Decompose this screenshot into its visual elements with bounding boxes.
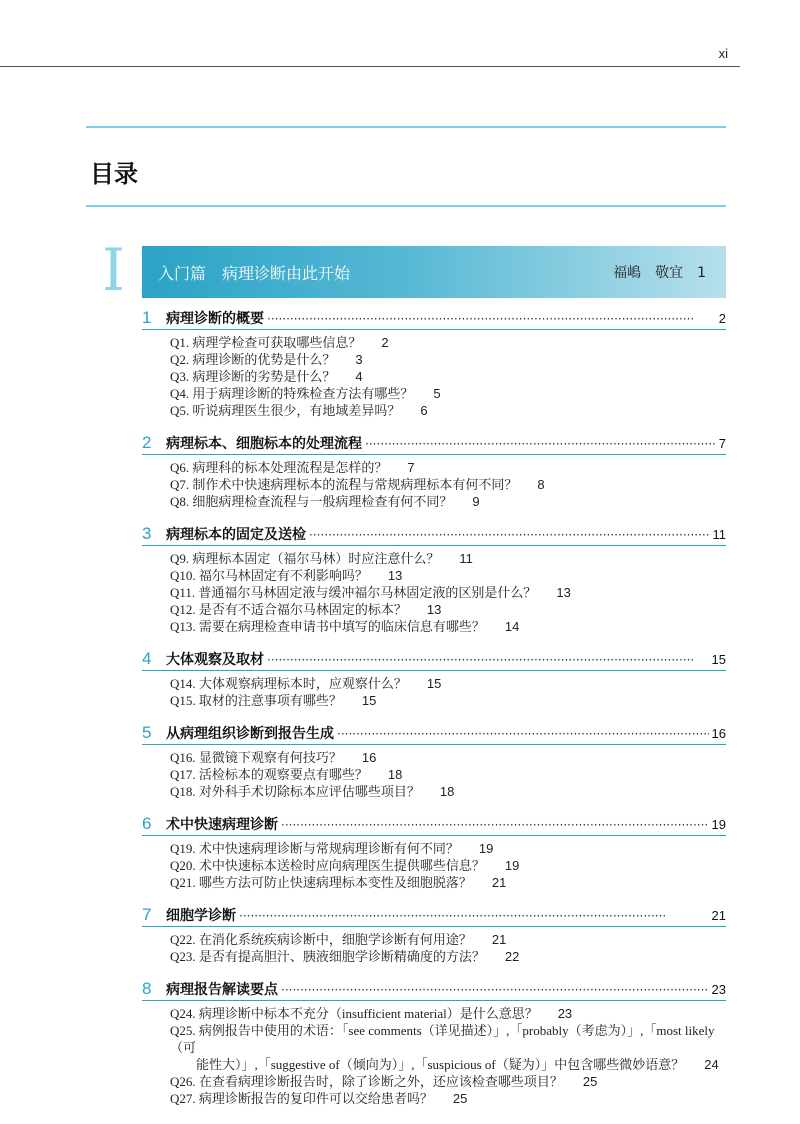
chapter-number: 6 (142, 814, 152, 833)
question-text: Q2. 病理诊断的优势是什么？ (170, 352, 336, 367)
chapter-title: 从病理组织诊断到报告生成 (166, 726, 334, 742)
question-page-number: 15 (426, 676, 442, 691)
question-page-number: 5 (433, 386, 441, 401)
chapter-heading[interactable] (142, 719, 726, 745)
question-item[interactable] (170, 874, 726, 891)
question-item[interactable] (170, 857, 726, 874)
chapter-4 (142, 645, 726, 709)
chapter-heading[interactable] (142, 901, 726, 927)
question-item[interactable] (170, 675, 726, 692)
question-list (142, 927, 726, 965)
dot-leader (337, 727, 709, 741)
chapter-title: 病理标本、细胞标本的处理流程 (166, 436, 362, 452)
question-page-number: 18 (387, 767, 403, 782)
question-text: Q18. 对外科手术切除标本应评估哪些项目？ (170, 784, 420, 799)
question-text: Q23. 是否有提高胆汁、胰液细胞学诊断精确度的方法？ (170, 949, 485, 964)
question-text: Q25. 病例报告中使用的术语：「see comments（详见描述）」,「probably（考虑为）」,「most likely（可 (170, 1023, 715, 1055)
question-item[interactable] (170, 783, 726, 800)
chapter-page-number: 2 (718, 311, 726, 326)
chapter-7 (142, 901, 726, 965)
chapter-title: 术中快速病理诊断 (166, 817, 278, 833)
dot-leader (267, 653, 709, 667)
part-banner (142, 246, 726, 298)
chapter-page-number: 21 (711, 908, 726, 923)
question-item[interactable] (170, 584, 726, 601)
chapter-page-number: 7 (718, 436, 726, 451)
chapter-title: 病理报告解读要点 (166, 982, 278, 998)
chapter-number: 2 (142, 433, 152, 452)
dot-leader (281, 818, 709, 832)
dot-leader (267, 312, 716, 326)
title-rule-top (86, 126, 726, 128)
question-page-number: 18 (439, 784, 455, 799)
chapter-6 (142, 810, 726, 891)
page-title: 目录 (90, 160, 138, 188)
question-page-number: 21 (491, 875, 507, 890)
question-text: Q20. 术中快速标本送检时应向病理医生提供哪些信息？ (170, 858, 485, 873)
chapter-2 (142, 429, 726, 510)
question-text: Q27. 病理诊断报告的复印件可以交给患者吗？ (170, 1091, 433, 1106)
chapter-page-number: 15 (711, 652, 726, 667)
question-page-number: 2 (381, 335, 389, 350)
question-page-number: 19 (478, 841, 494, 856)
question-text: Q14. 大体观察病理标本时，应观察什么？ (170, 676, 407, 691)
question-text: Q17. 活检标本的观察要点有哪些？ (170, 767, 368, 782)
chapter-heading[interactable] (142, 520, 726, 546)
chapter-1 (142, 304, 726, 419)
chapter-3 (142, 520, 726, 635)
question-page-number: 16 (361, 750, 377, 765)
question-item[interactable] (170, 385, 726, 402)
question-text-continued: 能性大）」,「suggestive of（倾向为）」,「suspicious of（疑为）」中包含哪些微妙语意？ (196, 1057, 685, 1072)
chapter-title: 病理诊断的概要 (166, 311, 264, 327)
question-item[interactable] (170, 618, 726, 635)
chapter-heading[interactable] (142, 429, 726, 455)
question-item[interactable] (170, 550, 726, 567)
question-text: Q15. 取材的注意事项有哪些？ (170, 693, 342, 708)
question-text: Q11. 普通福尔马林固定液与缓冲福尔马林固定液的区别是什么？ (170, 585, 537, 600)
dot-leader (365, 437, 716, 451)
question-list (142, 671, 726, 709)
question-item[interactable] (170, 334, 726, 351)
chapter-page-number: 16 (711, 726, 726, 741)
chapter-8 (142, 975, 726, 1107)
question-item[interactable] (170, 351, 726, 368)
chapter-title: 细胞学诊断 (166, 908, 236, 924)
table-of-contents (142, 304, 726, 1117)
chapter-heading[interactable] (142, 810, 726, 836)
question-page-number: 11 (459, 551, 473, 566)
question-text: Q22. 在消化系统疾病诊断中，细胞学诊断有何用途？ (170, 932, 472, 947)
question-list (142, 745, 726, 800)
part-title: 入门篇 病理诊断由此开始 (158, 263, 351, 283)
dot-leader (239, 909, 709, 923)
chapter-5 (142, 719, 726, 800)
question-page-number: 13 (426, 602, 442, 617)
question-item[interactable] (170, 1022, 726, 1056)
dot-leader (281, 983, 709, 997)
question-text: Q5. 听说病理医生很少，有地域差异吗？ (170, 403, 401, 418)
question-item[interactable] (170, 931, 726, 948)
question-page-number: 24 (704, 1057, 719, 1072)
question-item[interactable] (170, 493, 726, 510)
question-page-number: 14 (504, 619, 520, 634)
question-page-number: 4 (355, 369, 363, 384)
question-item[interactable] (170, 766, 726, 783)
question-text: Q16. 显微镜下观察有何技巧？ (170, 750, 342, 765)
question-item[interactable] (170, 749, 726, 766)
question-text: Q4. 用于病理诊断的特殊检查方法有哪些？ (170, 386, 414, 401)
question-text: Q3. 病理诊断的劣势是什么？ (170, 369, 336, 384)
question-item[interactable] (170, 368, 726, 385)
question-list (142, 455, 726, 510)
question-page-number: 25 (452, 1091, 468, 1106)
chapter-heading[interactable] (142, 975, 726, 1001)
header-rule (0, 66, 740, 67)
chapter-number: 3 (142, 524, 152, 543)
chapter-heading[interactable] (142, 304, 726, 330)
page-number: xi (718, 46, 728, 61)
title-rule-bottom (86, 205, 726, 207)
part-author-page: 福嶋 敬宜 1 (613, 265, 706, 281)
question-page-number: 25 (582, 1074, 598, 1089)
chapter-number: 1 (142, 308, 152, 327)
question-text: Q1. 病理学检查可获取哪些信息？ (170, 335, 362, 350)
question-item[interactable] (170, 840, 726, 857)
question-item[interactable] (170, 948, 726, 965)
chapter-number: 4 (142, 649, 152, 668)
question-text: Q19. 术中快速病理诊断与常规病理诊断有何不同？ (170, 841, 459, 856)
question-text: Q9. 病理标本固定（福尔马林）时应注意什么？ (170, 551, 440, 566)
question-text: Q24. 病理诊断中标本不充分（insufficient material）是什么意思？ (170, 1006, 538, 1021)
question-text: Q10. 福尔马林固定有不利影响吗？ (170, 568, 368, 583)
question-list (142, 1001, 726, 1107)
question-item[interactable] (170, 1005, 726, 1022)
question-text: Q21. 哪些方法可防止快速病理标本变性及细胞脱落？ (170, 875, 472, 890)
dot-leader (309, 528, 710, 542)
question-text: Q12. 是否有不适合福尔马林固定的标本？ (170, 602, 407, 617)
chapter-page-number: 11 (712, 527, 726, 542)
question-text: Q26. 在查看病理诊断报告时，除了诊断之外，还应该检查哪些项目？ (170, 1074, 563, 1089)
question-continuation (170, 1056, 726, 1073)
chapter-page-number: 23 (711, 982, 726, 997)
question-item[interactable] (170, 601, 726, 618)
question-item[interactable] (170, 1073, 726, 1090)
question-page-number: 7 (407, 460, 415, 475)
question-page-number: 22 (504, 949, 520, 964)
question-page-number: 23 (557, 1006, 573, 1021)
chapter-page-number: 19 (711, 817, 726, 832)
question-page-number: 13 (387, 568, 403, 583)
question-page-number: 13 (556, 585, 571, 600)
question-text: Q6. 病理科的标本处理流程是怎样的？ (170, 460, 388, 475)
question-item[interactable] (170, 1090, 726, 1107)
question-page-number: 21 (491, 932, 507, 947)
question-item[interactable] (170, 692, 726, 709)
question-list (142, 330, 726, 419)
question-text: Q7. 制作术中快速病理标本的流程与常规病理标本有何不同？ (170, 477, 518, 492)
question-item[interactable] (170, 459, 726, 476)
question-page-number: 15 (361, 693, 377, 708)
question-item[interactable] (170, 476, 726, 493)
question-text: Q13. 需要在病理检查申请书中填写的临床信息有哪些？ (170, 619, 485, 634)
question-page-number: 6 (420, 403, 428, 418)
chapter-title: 大体观察及取材 (166, 652, 264, 668)
question-list (142, 836, 726, 891)
chapter-heading[interactable] (142, 645, 726, 671)
chapter-number: 8 (142, 979, 152, 998)
question-page-number: 3 (355, 352, 363, 367)
question-text: Q8. 细胞病理检查流程与一般病理检查有何不同？ (170, 494, 453, 509)
question-page-number: 9 (472, 494, 480, 509)
question-page-number: 8 (537, 477, 545, 492)
part-numeral: I (102, 236, 125, 304)
chapter-number: 7 (142, 905, 152, 924)
chapter-title: 病理标本的固定及送检 (166, 527, 306, 543)
chapter-number: 5 (142, 723, 152, 742)
question-item[interactable] (170, 567, 726, 584)
question-list (142, 546, 726, 635)
question-item[interactable] (170, 402, 726, 419)
question-page-number: 19 (504, 858, 520, 873)
